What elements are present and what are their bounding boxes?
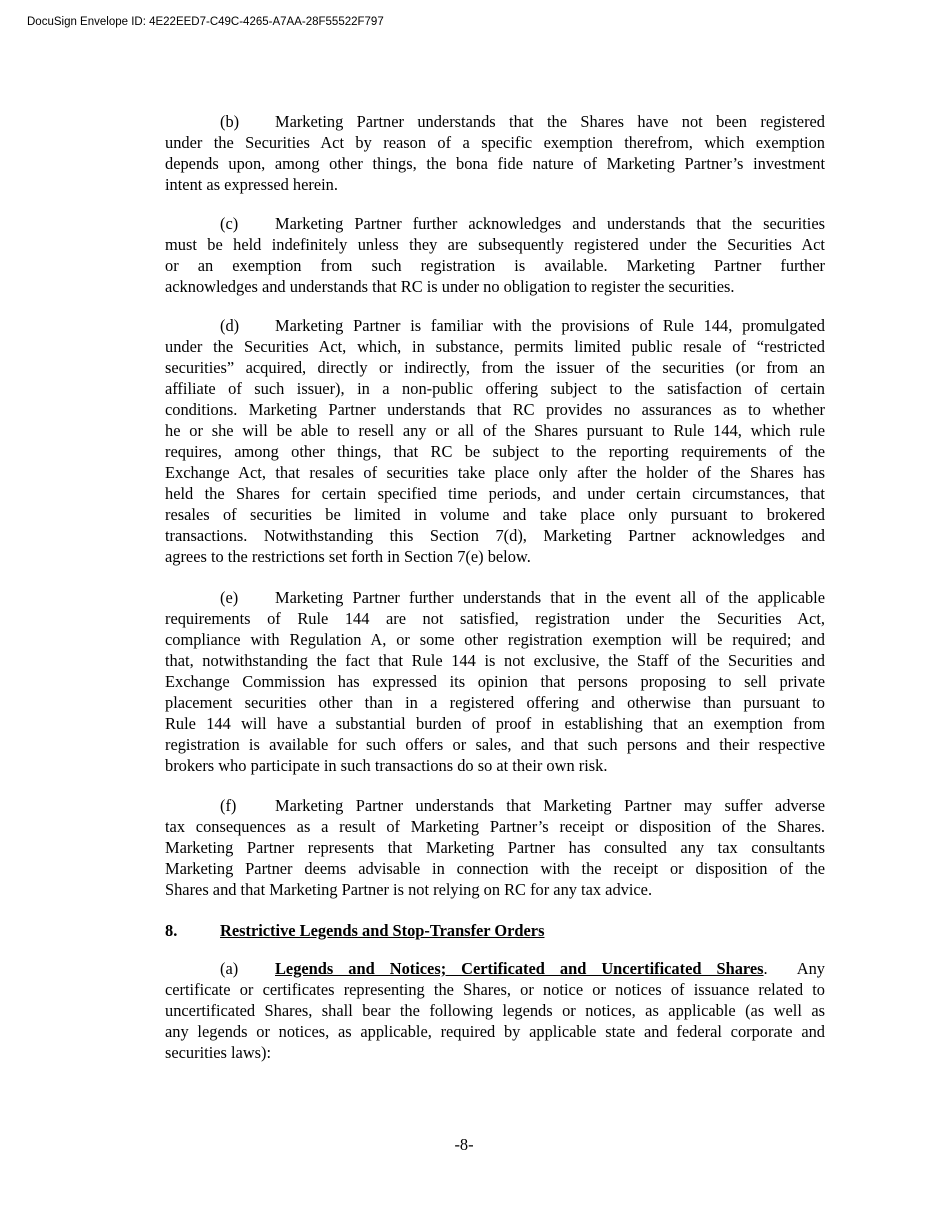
- paragraph-line: Marketing Partner deems advisable in connection with the receipt or disposition of the: [165, 859, 825, 878]
- paragraph-line: depends upon, among other things, the bona fide nature of Marketing Partner’s investment: [165, 154, 825, 173]
- paragraph-line: resales of securities be limited in volume and take place only pursuant to brokered: [165, 505, 825, 524]
- paragraph-line: [165, 958, 825, 979]
- paragraph-first-line: Marketing Partner is familiar with the provisions of Rule 144, promulgated: [275, 316, 825, 335]
- paragraph-b: [165, 111, 825, 195]
- paragraph-line: must be held indefinitely unless they are subsequently registered under the Securities Act: [165, 235, 825, 254]
- paragraph-line: Marketing Partner represents that Marketing Partner has consulted any tax consultants: [165, 838, 825, 857]
- paragraph-first-line: Marketing Partner understands that the Shares have not been registered: [275, 112, 825, 131]
- section-number: 8.: [165, 921, 178, 940]
- paragraph-line: placement securities other than in a registered offering and otherwise than pursuant to: [165, 693, 825, 712]
- paragraph-line: tax consequences as a result of Marketing Partner’s receipt or disposition of the Shares.: [165, 817, 825, 836]
- paragraph-line: held the Shares for certain specified time periods, and under certain circumstances, that: [165, 484, 825, 503]
- paragraph-line: securities” acquired, directly or indirectly, from the issuer of the securities (or from an: [165, 358, 825, 377]
- paragraph-first-line: Marketing Partner understands that Marketing Partner may suffer adverse: [275, 796, 825, 815]
- paragraph-line: requirements of Rule 144 are not satisfied, registration under the Securities Act,: [165, 609, 825, 628]
- paragraph-line: [165, 587, 825, 608]
- paragraph-line: brokers who participate in such transactions do so at their own risk.: [165, 756, 608, 775]
- paragraph-line: affiliate of such issuer), in a non-public offering subject to the satisfaction of certain: [165, 379, 825, 398]
- section-title: Restrictive Legends and Stop-Transfer Orders: [220, 921, 545, 940]
- paragraph-line: transactions. Notwithstanding this Section 7(d), Marketing Partner acknowledges and: [165, 526, 825, 545]
- paragraph-line: requires, among other things, that RC be subject to the reporting requirements of the: [165, 442, 825, 461]
- paragraph-line: registration is available for such offers or sales, and that such persons and their respective: [165, 735, 825, 754]
- paragraph-line: that, notwithstanding the fact that Rule 144 is not exclusive, the Staff of the Securities and: [165, 651, 825, 670]
- paragraph-line: he or she will be able to resell any or all of the Shares pursuant to Rule 144, which rule: [165, 421, 825, 440]
- paragraph-line: Exchange Act, that resales of securities take place only after the holder of the Shares has: [165, 463, 825, 482]
- subsection-title-rest: . Any: [763, 959, 825, 978]
- paragraph-line: compliance with Regulation A, or some other registration exemption will be required; and: [165, 630, 825, 649]
- paragraph-label: (d): [220, 316, 240, 335]
- paragraph-label: (a): [220, 959, 239, 978]
- paragraph-first-line: Marketing Partner further acknowledges and understands that the securities: [275, 214, 825, 233]
- paragraph-first-line: Marketing Partner further understands that in the event all of the applicable: [275, 588, 825, 607]
- paragraph-a: [165, 958, 825, 1063]
- paragraph-line: Shares and that Marketing Partner is not relying on RC for any tax advice.: [165, 880, 653, 899]
- paragraph-line: under the Securities Act, which, in substance, permits limited public resale of “restricted: [165, 337, 825, 356]
- paragraph-line: [165, 213, 825, 234]
- paragraph-label: (f): [220, 796, 237, 815]
- subsection-title: Legends and Notices; Certificated and Uncertificated Shares: [275, 959, 764, 978]
- paragraph-line: under the Securities Act by reason of a specific exemption therefrom, which exemption: [165, 133, 825, 152]
- paragraph-e: [165, 587, 825, 776]
- section-8-heading: [165, 920, 545, 941]
- docusign-envelope-id: DocuSign Envelope ID: 4E22EED7-C49C-4265-A7AA-28F55522F797: [27, 16, 384, 28]
- paragraph-line: or an exemption from such registration is available. Marketing Partner further: [165, 256, 825, 275]
- paragraph-line: Exchange Commission has expressed its opinion that persons proposing to sell private: [165, 672, 825, 691]
- paragraph-line: conditions. Marketing Partner understands that RC provides no assurances as to whether: [165, 400, 825, 419]
- paragraph-line: [165, 795, 825, 816]
- paragraph-first-line: [275, 958, 825, 979]
- paragraph-line: uncertificated Shares, shall bear the following legends or notices, as applicable (as well as: [165, 1001, 825, 1020]
- paragraph-line: securities laws):: [165, 1043, 272, 1062]
- paragraph-line: intent as expressed herein.: [165, 175, 338, 194]
- page-number: -8-: [454, 1135, 474, 1154]
- paragraph-c: [165, 213, 825, 297]
- paragraph-label: (c): [220, 214, 239, 233]
- paragraph-line: agrees to the restrictions set forth in Section 7(e) below.: [165, 547, 531, 566]
- paragraph-f: [165, 795, 825, 900]
- paragraph-line: acknowledges and understands that RC is under no obligation to register the securities.: [165, 277, 735, 296]
- paragraph-label: (b): [220, 112, 240, 131]
- paragraph-line: [165, 315, 825, 336]
- paragraph-line: any legends or notices, as applicable, required by applicable state and federal corporate and: [165, 1022, 825, 1041]
- paragraph-d: [165, 315, 825, 567]
- paragraph-line: Rule 144 will have a substantial burden of proof in establishing that an exemption from: [165, 714, 825, 733]
- paragraph-label: (e): [220, 588, 239, 607]
- paragraph-line: [165, 111, 825, 132]
- paragraph-line: certificate or certificates representing the Shares, or notice or notices of issuance related to: [165, 980, 825, 999]
